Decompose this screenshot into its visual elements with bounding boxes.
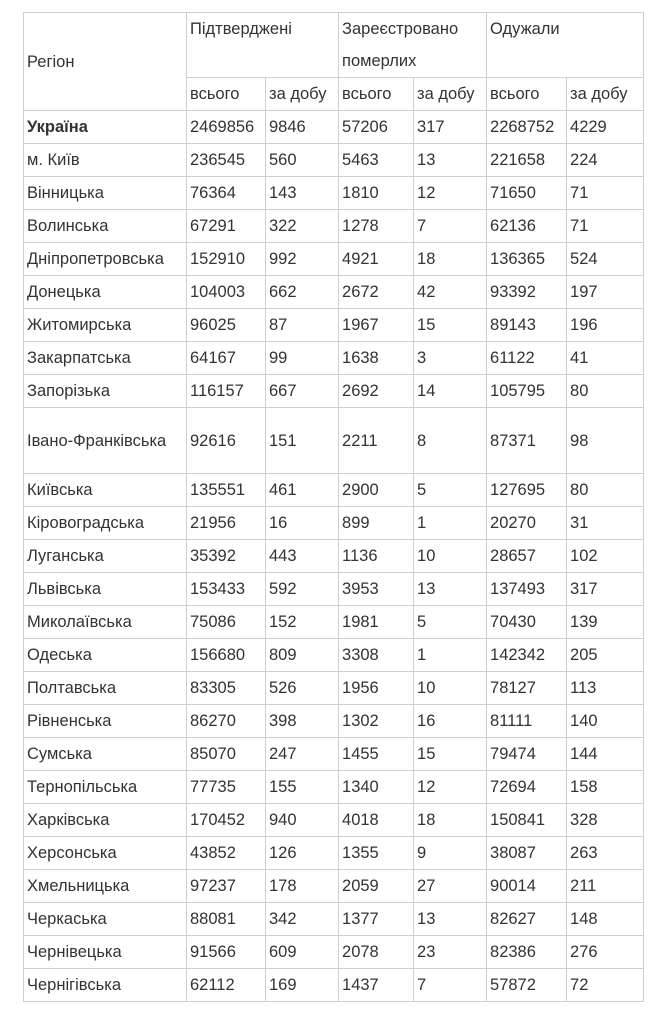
deaths-total-cell: 4921 <box>339 243 414 276</box>
deaths-daily-cell: 5 <box>414 606 487 639</box>
confirmed-daily-cell: 9846 <box>266 111 339 144</box>
confirmed-total-cell: 170452 <box>187 804 266 837</box>
confirmed-total-cell: 62112 <box>187 969 266 1002</box>
deaths-daily-cell: 3 <box>414 342 487 375</box>
deaths-daily-cell: 317 <box>414 111 487 144</box>
recovered-daily-cell: 80 <box>567 375 644 408</box>
confirmed-total-cell: 75086 <box>187 606 266 639</box>
confirmed-daily-cell: 398 <box>266 705 339 738</box>
confirmed-daily-subheader: за добу <box>266 78 339 111</box>
confirmed-daily-cell: 940 <box>266 804 339 837</box>
deaths-daily-cell: 12 <box>414 177 487 210</box>
table-row <box>24 309 644 342</box>
table-row <box>24 639 644 672</box>
recovered-total-cell: 89143 <box>487 309 567 342</box>
recovered-total-cell: 142342 <box>487 639 567 672</box>
table-row <box>24 276 644 309</box>
region-name-cell: Житомирська <box>24 309 187 342</box>
region-name-cell: Полтавська <box>24 672 187 705</box>
confirmed-daily-cell: 667 <box>266 375 339 408</box>
recovered-total-cell: 57872 <box>487 969 567 1002</box>
recovered-total-cell: 79474 <box>487 738 567 771</box>
confirmed-daily-cell: 662 <box>266 276 339 309</box>
deaths-daily-cell: 14 <box>414 375 487 408</box>
recovered-daily-cell: 276 <box>567 936 644 969</box>
recovered-total-cell: 61122 <box>487 342 567 375</box>
deaths-daily-cell: 8 <box>414 408 487 474</box>
deaths-total-cell: 1967 <box>339 309 414 342</box>
region-name-cell: Вінницька <box>24 177 187 210</box>
recovered-total-cell: 81111 <box>487 705 567 738</box>
deaths-total-cell: 1810 <box>339 177 414 210</box>
table-row <box>24 936 644 969</box>
deaths-total-cell: 1437 <box>339 969 414 1002</box>
recovered-daily-cell: 211 <box>567 870 644 903</box>
region-name-cell: Черкаська <box>24 903 187 936</box>
confirmed-total-cell: 76364 <box>187 177 266 210</box>
confirmed-daily-cell: 99 <box>266 342 339 375</box>
confirmed-total-cell: 152910 <box>187 243 266 276</box>
table-row <box>24 507 644 540</box>
table-row <box>24 903 644 936</box>
deaths-group-header: Зареєстровано померлих <box>339 13 487 78</box>
confirmed-daily-cell: 178 <box>266 870 339 903</box>
table-row <box>24 705 644 738</box>
recovered-daily-cell: 113 <box>567 672 644 705</box>
confirmed-total-cell: 91566 <box>187 936 266 969</box>
confirmed-total-cell: 83305 <box>187 672 266 705</box>
region-name-cell: Кіровоградська <box>24 507 187 540</box>
deaths-daily-cell: 7 <box>414 969 487 1002</box>
confirmed-total-cell: 97237 <box>187 870 266 903</box>
region-name-cell: Львівська <box>24 573 187 606</box>
confirmed-total-cell: 67291 <box>187 210 266 243</box>
recovered-group-header: Одужали <box>487 13 644 78</box>
recovered-daily-cell: 224 <box>567 144 644 177</box>
confirmed-total-cell: 92616 <box>187 408 266 474</box>
confirmed-daily-cell: 609 <box>266 936 339 969</box>
confirmed-daily-cell: 151 <box>266 408 339 474</box>
recovered-total-cell: 70430 <box>487 606 567 639</box>
table-row <box>24 243 644 276</box>
recovered-total-cell: 82386 <box>487 936 567 969</box>
recovered-daily-cell: 31 <box>567 507 644 540</box>
recovered-total-cell: 82627 <box>487 903 567 936</box>
table-row <box>24 540 644 573</box>
recovered-daily-cell: 328 <box>567 804 644 837</box>
deaths-total-cell: 1278 <box>339 210 414 243</box>
confirmed-daily-cell: 992 <box>266 243 339 276</box>
deaths-daily-cell: 13 <box>414 903 487 936</box>
deaths-total-subheader: всього <box>339 78 414 111</box>
confirmed-daily-cell: 152 <box>266 606 339 639</box>
recovered-total-cell: 71650 <box>487 177 567 210</box>
recovered-daily-cell: 196 <box>567 309 644 342</box>
region-name-cell: Харківська <box>24 804 187 837</box>
table-row <box>24 837 644 870</box>
region-name-cell: Запорізька <box>24 375 187 408</box>
deaths-total-cell: 3953 <box>339 573 414 606</box>
covid-stats-table <box>23 12 644 1002</box>
table-row <box>24 573 644 606</box>
recovered-total-cell: 2268752 <box>487 111 567 144</box>
table-row <box>24 771 644 804</box>
confirmed-daily-cell: 461 <box>266 474 339 507</box>
recovered-total-cell: 105795 <box>487 375 567 408</box>
confirmed-daily-cell: 809 <box>266 639 339 672</box>
deaths-daily-cell: 10 <box>414 672 487 705</box>
confirmed-total-subheader: всього <box>187 78 266 111</box>
deaths-total-cell: 1377 <box>339 903 414 936</box>
table-row <box>24 804 644 837</box>
confirmed-daily-cell: 126 <box>266 837 339 870</box>
deaths-daily-subheader: за добу <box>414 78 487 111</box>
deaths-daily-cell: 13 <box>414 573 487 606</box>
region-name-cell: Тернопільська <box>24 771 187 804</box>
deaths-daily-cell: 18 <box>414 804 487 837</box>
recovered-total-cell: 20270 <box>487 507 567 540</box>
region-name-cell: Рівненська <box>24 705 187 738</box>
table-row <box>24 870 644 903</box>
confirmed-total-cell: 35392 <box>187 540 266 573</box>
deaths-total-cell: 3308 <box>339 639 414 672</box>
deaths-daily-cell: 5 <box>414 474 487 507</box>
table-row <box>24 672 644 705</box>
confirmed-total-cell: 77735 <box>187 771 266 804</box>
deaths-daily-cell: 27 <box>414 870 487 903</box>
recovered-total-cell: 72694 <box>487 771 567 804</box>
table-row <box>24 408 644 474</box>
confirmed-total-cell: 64167 <box>187 342 266 375</box>
deaths-daily-cell: 15 <box>414 309 487 342</box>
recovered-total-cell: 150841 <box>487 804 567 837</box>
recovered-daily-cell: 80 <box>567 474 644 507</box>
recovered-daily-cell: 148 <box>567 903 644 936</box>
deaths-total-cell: 2078 <box>339 936 414 969</box>
recovered-daily-cell: 158 <box>567 771 644 804</box>
region-name-cell: Київська <box>24 474 187 507</box>
deaths-daily-cell: 1 <box>414 639 487 672</box>
table-row <box>24 738 644 771</box>
recovered-daily-cell: 4229 <box>567 111 644 144</box>
confirmed-total-cell: 21956 <box>187 507 266 540</box>
recovered-daily-cell: 41 <box>567 342 644 375</box>
recovered-daily-cell: 140 <box>567 705 644 738</box>
deaths-total-cell: 2692 <box>339 375 414 408</box>
confirmed-total-cell: 86270 <box>187 705 266 738</box>
confirmed-total-cell: 88081 <box>187 903 266 936</box>
deaths-total-cell: 1302 <box>339 705 414 738</box>
deaths-total-cell: 1956 <box>339 672 414 705</box>
confirmed-daily-cell: 143 <box>266 177 339 210</box>
recovered-total-cell: 137493 <box>487 573 567 606</box>
confirmed-daily-cell: 247 <box>266 738 339 771</box>
confirmed-group-header: Підтверджені <box>187 13 339 78</box>
confirmed-daily-cell: 169 <box>266 969 339 1002</box>
confirmed-daily-cell: 87 <box>266 309 339 342</box>
deaths-total-cell: 1340 <box>339 771 414 804</box>
confirmed-daily-cell: 342 <box>266 903 339 936</box>
recovered-daily-cell: 205 <box>567 639 644 672</box>
table-row <box>24 969 644 1002</box>
deaths-daily-cell: 1 <box>414 507 487 540</box>
deaths-total-cell: 899 <box>339 507 414 540</box>
recovered-total-cell: 38087 <box>487 837 567 870</box>
deaths-daily-cell: 7 <box>414 210 487 243</box>
confirmed-total-cell: 104003 <box>187 276 266 309</box>
confirmed-daily-cell: 16 <box>266 507 339 540</box>
confirmed-daily-cell: 443 <box>266 540 339 573</box>
region-name-cell: Івано-Франківська <box>24 408 187 474</box>
deaths-total-cell: 5463 <box>339 144 414 177</box>
confirmed-total-cell: 2469856 <box>187 111 266 144</box>
recovered-daily-cell: 197 <box>567 276 644 309</box>
confirmed-total-cell: 236545 <box>187 144 266 177</box>
confirmed-total-cell: 43852 <box>187 837 266 870</box>
deaths-total-cell: 57206 <box>339 111 414 144</box>
deaths-total-cell: 2900 <box>339 474 414 507</box>
confirmed-total-cell: 156680 <box>187 639 266 672</box>
recovered-daily-cell: 317 <box>567 573 644 606</box>
table-row <box>24 144 644 177</box>
region-name-cell: Дніпропетровська <box>24 243 187 276</box>
deaths-total-cell: 1355 <box>339 837 414 870</box>
recovered-daily-cell: 71 <box>567 177 644 210</box>
region-name-cell: Одеська <box>24 639 187 672</box>
deaths-daily-cell: 16 <box>414 705 487 738</box>
recovered-daily-cell: 71 <box>567 210 644 243</box>
confirmed-total-cell: 135551 <box>187 474 266 507</box>
recovered-daily-cell: 102 <box>567 540 644 573</box>
deaths-total-cell: 2059 <box>339 870 414 903</box>
deaths-daily-cell: 10 <box>414 540 487 573</box>
recovered-total-cell: 221658 <box>487 144 567 177</box>
header-row-groups <box>24 13 644 78</box>
recovered-daily-subheader: за добу <box>567 78 644 111</box>
confirmed-total-cell: 116157 <box>187 375 266 408</box>
table-row <box>24 606 644 639</box>
deaths-daily-cell: 13 <box>414 144 487 177</box>
confirmed-total-cell: 153433 <box>187 573 266 606</box>
region-name-cell: Закарпатська <box>24 342 187 375</box>
region-column-header: Регіон <box>24 13 187 111</box>
deaths-total-cell: 1981 <box>339 606 414 639</box>
region-name-cell: Миколаївська <box>24 606 187 639</box>
region-name-cell: Волинська <box>24 210 187 243</box>
deaths-total-cell: 1638 <box>339 342 414 375</box>
recovered-daily-cell: 524 <box>567 243 644 276</box>
region-name-cell: Сумська <box>24 738 187 771</box>
recovered-daily-cell: 98 <box>567 408 644 474</box>
confirmed-daily-cell: 322 <box>266 210 339 243</box>
region-name-cell: м. Київ <box>24 144 187 177</box>
deaths-daily-cell: 18 <box>414 243 487 276</box>
recovered-total-cell: 28657 <box>487 540 567 573</box>
recovered-total-cell: 90014 <box>487 870 567 903</box>
deaths-daily-cell: 12 <box>414 771 487 804</box>
deaths-daily-cell: 42 <box>414 276 487 309</box>
recovered-daily-cell: 144 <box>567 738 644 771</box>
deaths-total-cell: 2211 <box>339 408 414 474</box>
recovered-daily-cell: 139 <box>567 606 644 639</box>
recovered-total-cell: 78127 <box>487 672 567 705</box>
confirmed-daily-cell: 155 <box>266 771 339 804</box>
region-name-cell: Україна <box>24 111 187 144</box>
recovered-daily-cell: 263 <box>567 837 644 870</box>
recovered-total-cell: 93392 <box>487 276 567 309</box>
deaths-total-cell: 4018 <box>339 804 414 837</box>
recovered-total-subheader: всього <box>487 78 567 111</box>
deaths-daily-cell: 23 <box>414 936 487 969</box>
deaths-total-cell: 2672 <box>339 276 414 309</box>
recovered-total-cell: 136365 <box>487 243 567 276</box>
table-row <box>24 177 644 210</box>
region-name-cell: Донецька <box>24 276 187 309</box>
confirmed-daily-cell: 592 <box>266 573 339 606</box>
recovered-total-cell: 87371 <box>487 408 567 474</box>
confirmed-daily-cell: 526 <box>266 672 339 705</box>
recovered-total-cell: 127695 <box>487 474 567 507</box>
region-name-cell: Чернігівська <box>24 969 187 1002</box>
region-name-cell: Луганська <box>24 540 187 573</box>
region-name-cell: Чернівецька <box>24 936 187 969</box>
deaths-daily-cell: 9 <box>414 837 487 870</box>
confirmed-total-cell: 85070 <box>187 738 266 771</box>
table-row <box>24 474 644 507</box>
deaths-daily-cell: 15 <box>414 738 487 771</box>
table-row <box>24 375 644 408</box>
confirmed-total-cell: 96025 <box>187 309 266 342</box>
confirmed-daily-cell: 560 <box>266 144 339 177</box>
region-name-cell: Хмельницька <box>24 870 187 903</box>
table-row <box>24 342 644 375</box>
recovered-total-cell: 62136 <box>487 210 567 243</box>
deaths-total-cell: 1136 <box>339 540 414 573</box>
table-row <box>24 111 644 144</box>
recovered-daily-cell: 72 <box>567 969 644 1002</box>
table-row <box>24 210 644 243</box>
deaths-total-cell: 1455 <box>339 738 414 771</box>
region-name-cell: Херсонська <box>24 837 187 870</box>
